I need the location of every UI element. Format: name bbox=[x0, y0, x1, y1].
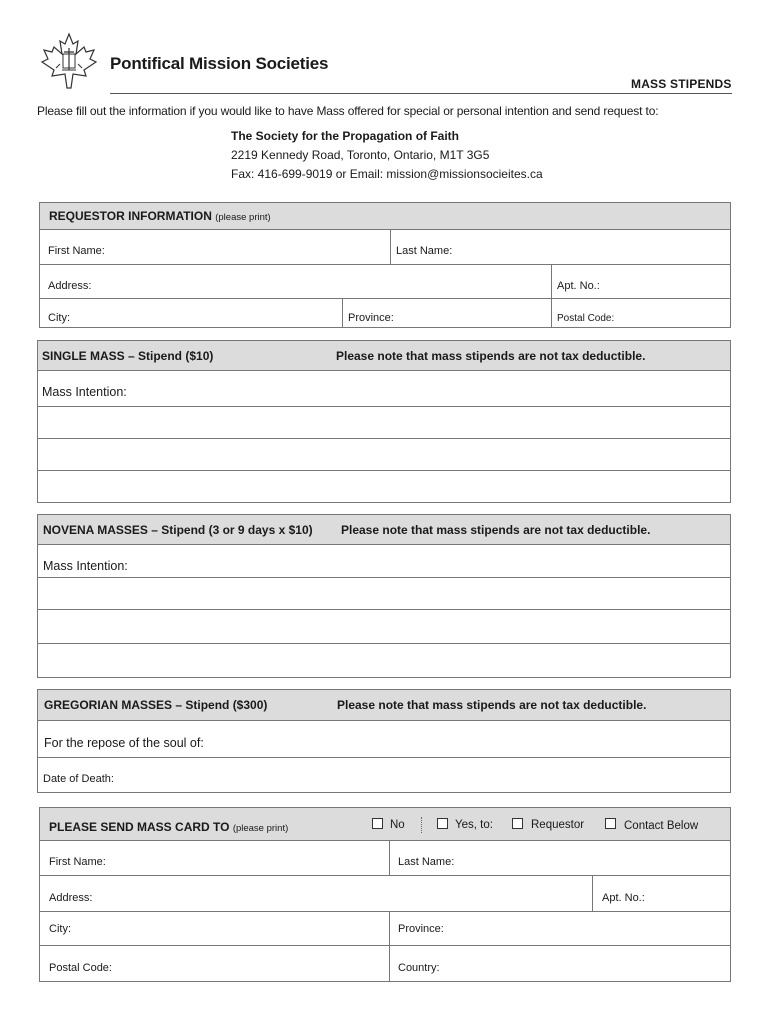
contact-below-checkbox[interactable] bbox=[605, 818, 616, 829]
recipient-street: 2219 Kennedy Road, Toronto, Ontario, M1T 3G5 bbox=[231, 148, 490, 162]
section-title: NOVENA MASSES – Stipend (3 or 9 days x $10) bbox=[43, 523, 313, 537]
section-title: GREGORIAN MASSES – Stipend ($300) bbox=[44, 698, 268, 712]
first-name-field[interactable]: First Name: bbox=[48, 245, 105, 257]
yes-checkbox[interactable] bbox=[437, 818, 448, 829]
mass-intention-line-3[interactable] bbox=[38, 471, 730, 501]
option-separator bbox=[421, 817, 422, 833]
mass-intention-label: Mass Intention: bbox=[43, 559, 128, 573]
last-name-field[interactable]: Last Name: bbox=[396, 245, 453, 257]
card-country-field[interactable]: Country: bbox=[398, 962, 440, 974]
section-header bbox=[38, 690, 730, 721]
mass-intention-line-1[interactable] bbox=[38, 578, 730, 608]
section-header bbox=[38, 341, 730, 371]
recipient-contact: Fax: 416-699-9019 or Email: mission@missionsocieites.ca bbox=[231, 167, 543, 181]
recipient-name: The Society for the Propagation of Faith bbox=[231, 129, 460, 143]
city-field[interactable]: City: bbox=[48, 312, 70, 324]
single-mass-section bbox=[37, 340, 731, 503]
section-title: SINGLE MASS – Stipend ($10) bbox=[42, 349, 214, 363]
yes-option-label: Yes, to: bbox=[455, 819, 493, 831]
mass-intention-label: Mass Intention: bbox=[42, 385, 127, 399]
apt-no-field[interactable]: Apt. No.: bbox=[557, 280, 600, 292]
mass-intention-line-3[interactable] bbox=[38, 644, 730, 677]
card-city-field[interactable]: City: bbox=[49, 923, 71, 935]
card-apt-no-field[interactable]: Apt. No.: bbox=[602, 892, 645, 904]
requestor-checkbox[interactable] bbox=[512, 818, 523, 829]
tax-note: Please note that mass stipends are not tax deductible. bbox=[336, 349, 646, 363]
repose-soul-field[interactable]: For the repose of the soul of: bbox=[44, 736, 204, 750]
date-of-death-field[interactable]: Date of Death: bbox=[43, 773, 114, 785]
section-header bbox=[38, 515, 730, 545]
mass-intention-line-2[interactable] bbox=[38, 439, 730, 469]
maple-leaf-logo bbox=[38, 32, 100, 90]
no-checkbox[interactable] bbox=[372, 818, 383, 829]
requestor-option-label: Requestor bbox=[531, 819, 585, 831]
mass-intention-line-2[interactable] bbox=[38, 610, 730, 642]
section-header bbox=[40, 203, 730, 230]
no-option-label: No bbox=[390, 819, 405, 831]
document-title: MASS STIPENDS bbox=[631, 77, 732, 91]
tax-note: Please note that mass stipends are not tax deductible. bbox=[337, 698, 647, 712]
novena-masses-section bbox=[37, 514, 731, 678]
requestor-section bbox=[39, 202, 731, 328]
card-address-field[interactable]: Address: bbox=[49, 892, 93, 904]
organization-name: Pontifical Mission Societies bbox=[110, 54, 329, 73]
gregorian-masses-section bbox=[37, 689, 731, 793]
contact-below-option-label: Contact Below bbox=[624, 820, 699, 832]
card-province-field[interactable]: Province: bbox=[398, 923, 444, 935]
card-postal-code-field[interactable]: Postal Code: bbox=[49, 962, 112, 974]
postal-code-field[interactable]: Postal Code: bbox=[557, 313, 615, 324]
header-divider bbox=[110, 93, 732, 94]
card-last-name-field[interactable]: Last Name: bbox=[398, 856, 455, 868]
province-field[interactable]: Province: bbox=[348, 312, 394, 324]
address-field[interactable]: Address: bbox=[48, 280, 92, 292]
card-first-name-field[interactable]: First Name: bbox=[49, 856, 106, 868]
section-title: REQUESTOR INFORMATION (please print) bbox=[49, 209, 271, 223]
section-header bbox=[40, 808, 730, 841]
section-title: PLEASE SEND MASS CARD TO (please print) bbox=[49, 820, 289, 834]
instructions-text: Please fill out the information if you would like to have Mass offered for special or personal intention and send request to: bbox=[37, 104, 659, 118]
mass-card-section bbox=[39, 807, 731, 982]
tax-note: Please note that mass stipends are not tax deductible. bbox=[341, 523, 651, 537]
mass-intention-line-1[interactable] bbox=[38, 407, 730, 437]
